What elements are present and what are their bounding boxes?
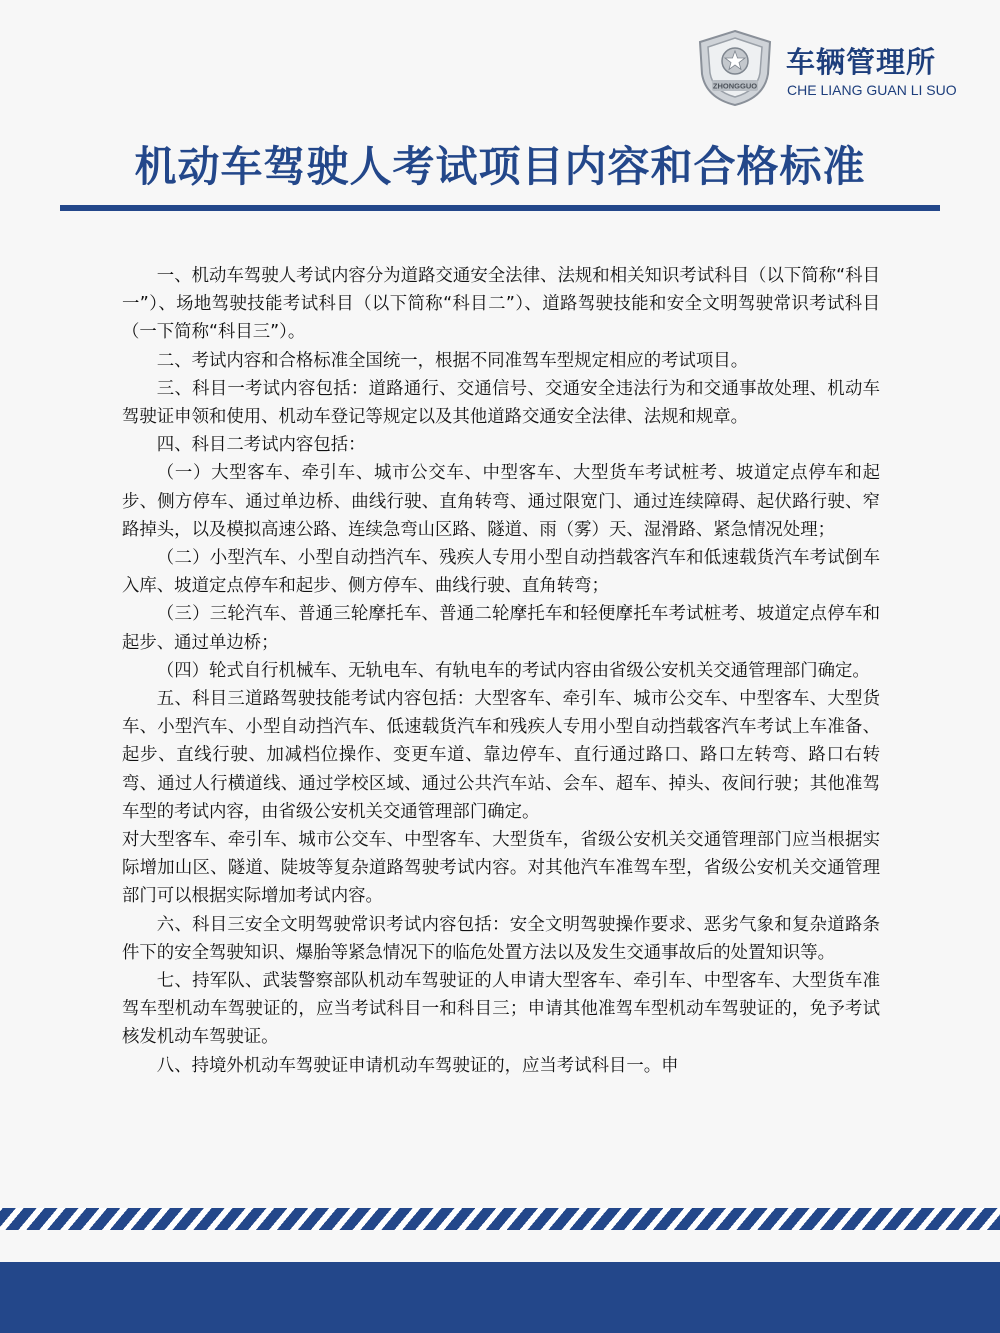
paragraph-4: 四、科目二考试内容包括： bbox=[156, 435, 366, 456]
paragraph-8: 八、持境外机动车驾驶证申请机动车驾驶证的，应当考试科目一。申 bbox=[156, 1055, 679, 1076]
paragraph-1: 一、机动车驾驶人考试内容分为道路交通安全法律、法规和相关知识考试科目（以下简称“科目一”）、场地驾驶技能考试科目（以下简称“科目二”）、道路驾驶技能和安全文明驾驶常识考试科目（一下简称“科目三”）。 bbox=[122, 266, 880, 343]
title-divider bbox=[60, 205, 940, 211]
paragraph-4-3: （三）三轮汽车、普通三轮摩托车、普通二轮摩托车和轻便摩托车考试桩考、坡道定点停车和起步、通过单边桥； bbox=[122, 604, 880, 653]
paragraph-7: 七、持军队、武装警察部队机动车驾驶证的人申请大型客车、牵引车、中型客车、大型货车准驾车型机动车驾驶证的，应当考试科目一和科目三；申请其他准驾车型机动车驾驶证的，免予考试核发机动车驾驶证。 bbox=[122, 971, 880, 1048]
paragraph-3: 三、科目一考试内容包括：道路通行、交通信号、交通安全违法行为和交通事故处理、机动车驾驶证申领和使用、机动车登记等规定以及其他道路交通安全法律、法规和规章。 bbox=[122, 378, 880, 428]
org-name: 车辆管理所 bbox=[786, 45, 937, 79]
page-title: 机动车驾驶人考试项目内容和合格标准 bbox=[134, 142, 866, 191]
emblem-text: ZHONGGUO bbox=[712, 81, 758, 91]
body-text bbox=[122, 262, 880, 1080]
footer-band bbox=[0, 1262, 1000, 1333]
paragraph-5-note: 对大型客车、牵引车、城市公交车、中型客车、大型货车，省级公安机关交通管理部门应当根据实际增加山区、隧道、陡坡等复杂道路驾驶考试内容。对其他汽车准驾车型，省级公安机关交通管理部门可以根据实际增加考试内容。 bbox=[122, 830, 880, 907]
paragraph-4-1: （一）大型客车、牵引车、城市公交车、中型客车、大型货车考试桩考、坡道定点停车和起步、侧方停车、通过单边桥、曲线行驶、直角转弯、通过限宽门、通过连续障碍、起伏路行驶、窄路掉头，以及模拟高速公路、连续急弯山区路、隧道、雨（雾）天、湿滑路、紧急情况处理； bbox=[122, 463, 880, 540]
paragraph-5: 五、科目三道路驾驶技能考试内容包括：大型客车、牵引车、城市公交车、中型客车、大型货车、小型汽车、小型自动挡汽车、低速载货汽车和残疾人专用小型自动挡载客汽车考试上车准备、起步、直线行驶、加减档位操作、变更车道、靠边停车、直行通过路口、路口左转弯、路口右转弯、通过人行横道线、通过学校区域、通过公共汽车站、会车、超车、掉头、夜间行驶；其他准驾车型的考试内容，由省级公安机关交通管理部门确定。 bbox=[122, 689, 880, 822]
police-emblem-icon bbox=[690, 28, 780, 108]
paragraph-4-4: （四）轮式自行机械车、无轨电车、有轨电车的考试内容由省级公安机关交通管理部门确定。 bbox=[156, 660, 870, 681]
paragraph-4-2: （二）小型汽车、小型自动挡汽车、残疾人专用小型自动挡载客汽车和低速载货汽车考试倒车入库、坡道定点停车和起步、侧方停车、曲线行驶、直角转弯； bbox=[122, 548, 880, 597]
footer-stripe-band bbox=[0, 1208, 1000, 1230]
org-pinyin: CHE LIANG GUAN LI SUO bbox=[787, 82, 957, 98]
paragraph-2: 二、考试内容和合格标准全国统一，根据不同准驾车型规定相应的考试项目。 bbox=[156, 350, 749, 371]
header-logo bbox=[690, 28, 980, 108]
paragraph-6: 六、科目三安全文明驾驶常识考试内容包括：安全文明驾驶操作要求、恶劣气象和复杂道路条件下的安全驾驶知识、爆胎等紧急情况下的临危处置方法以及发生交通事故后的处置知识等。 bbox=[122, 914, 880, 963]
